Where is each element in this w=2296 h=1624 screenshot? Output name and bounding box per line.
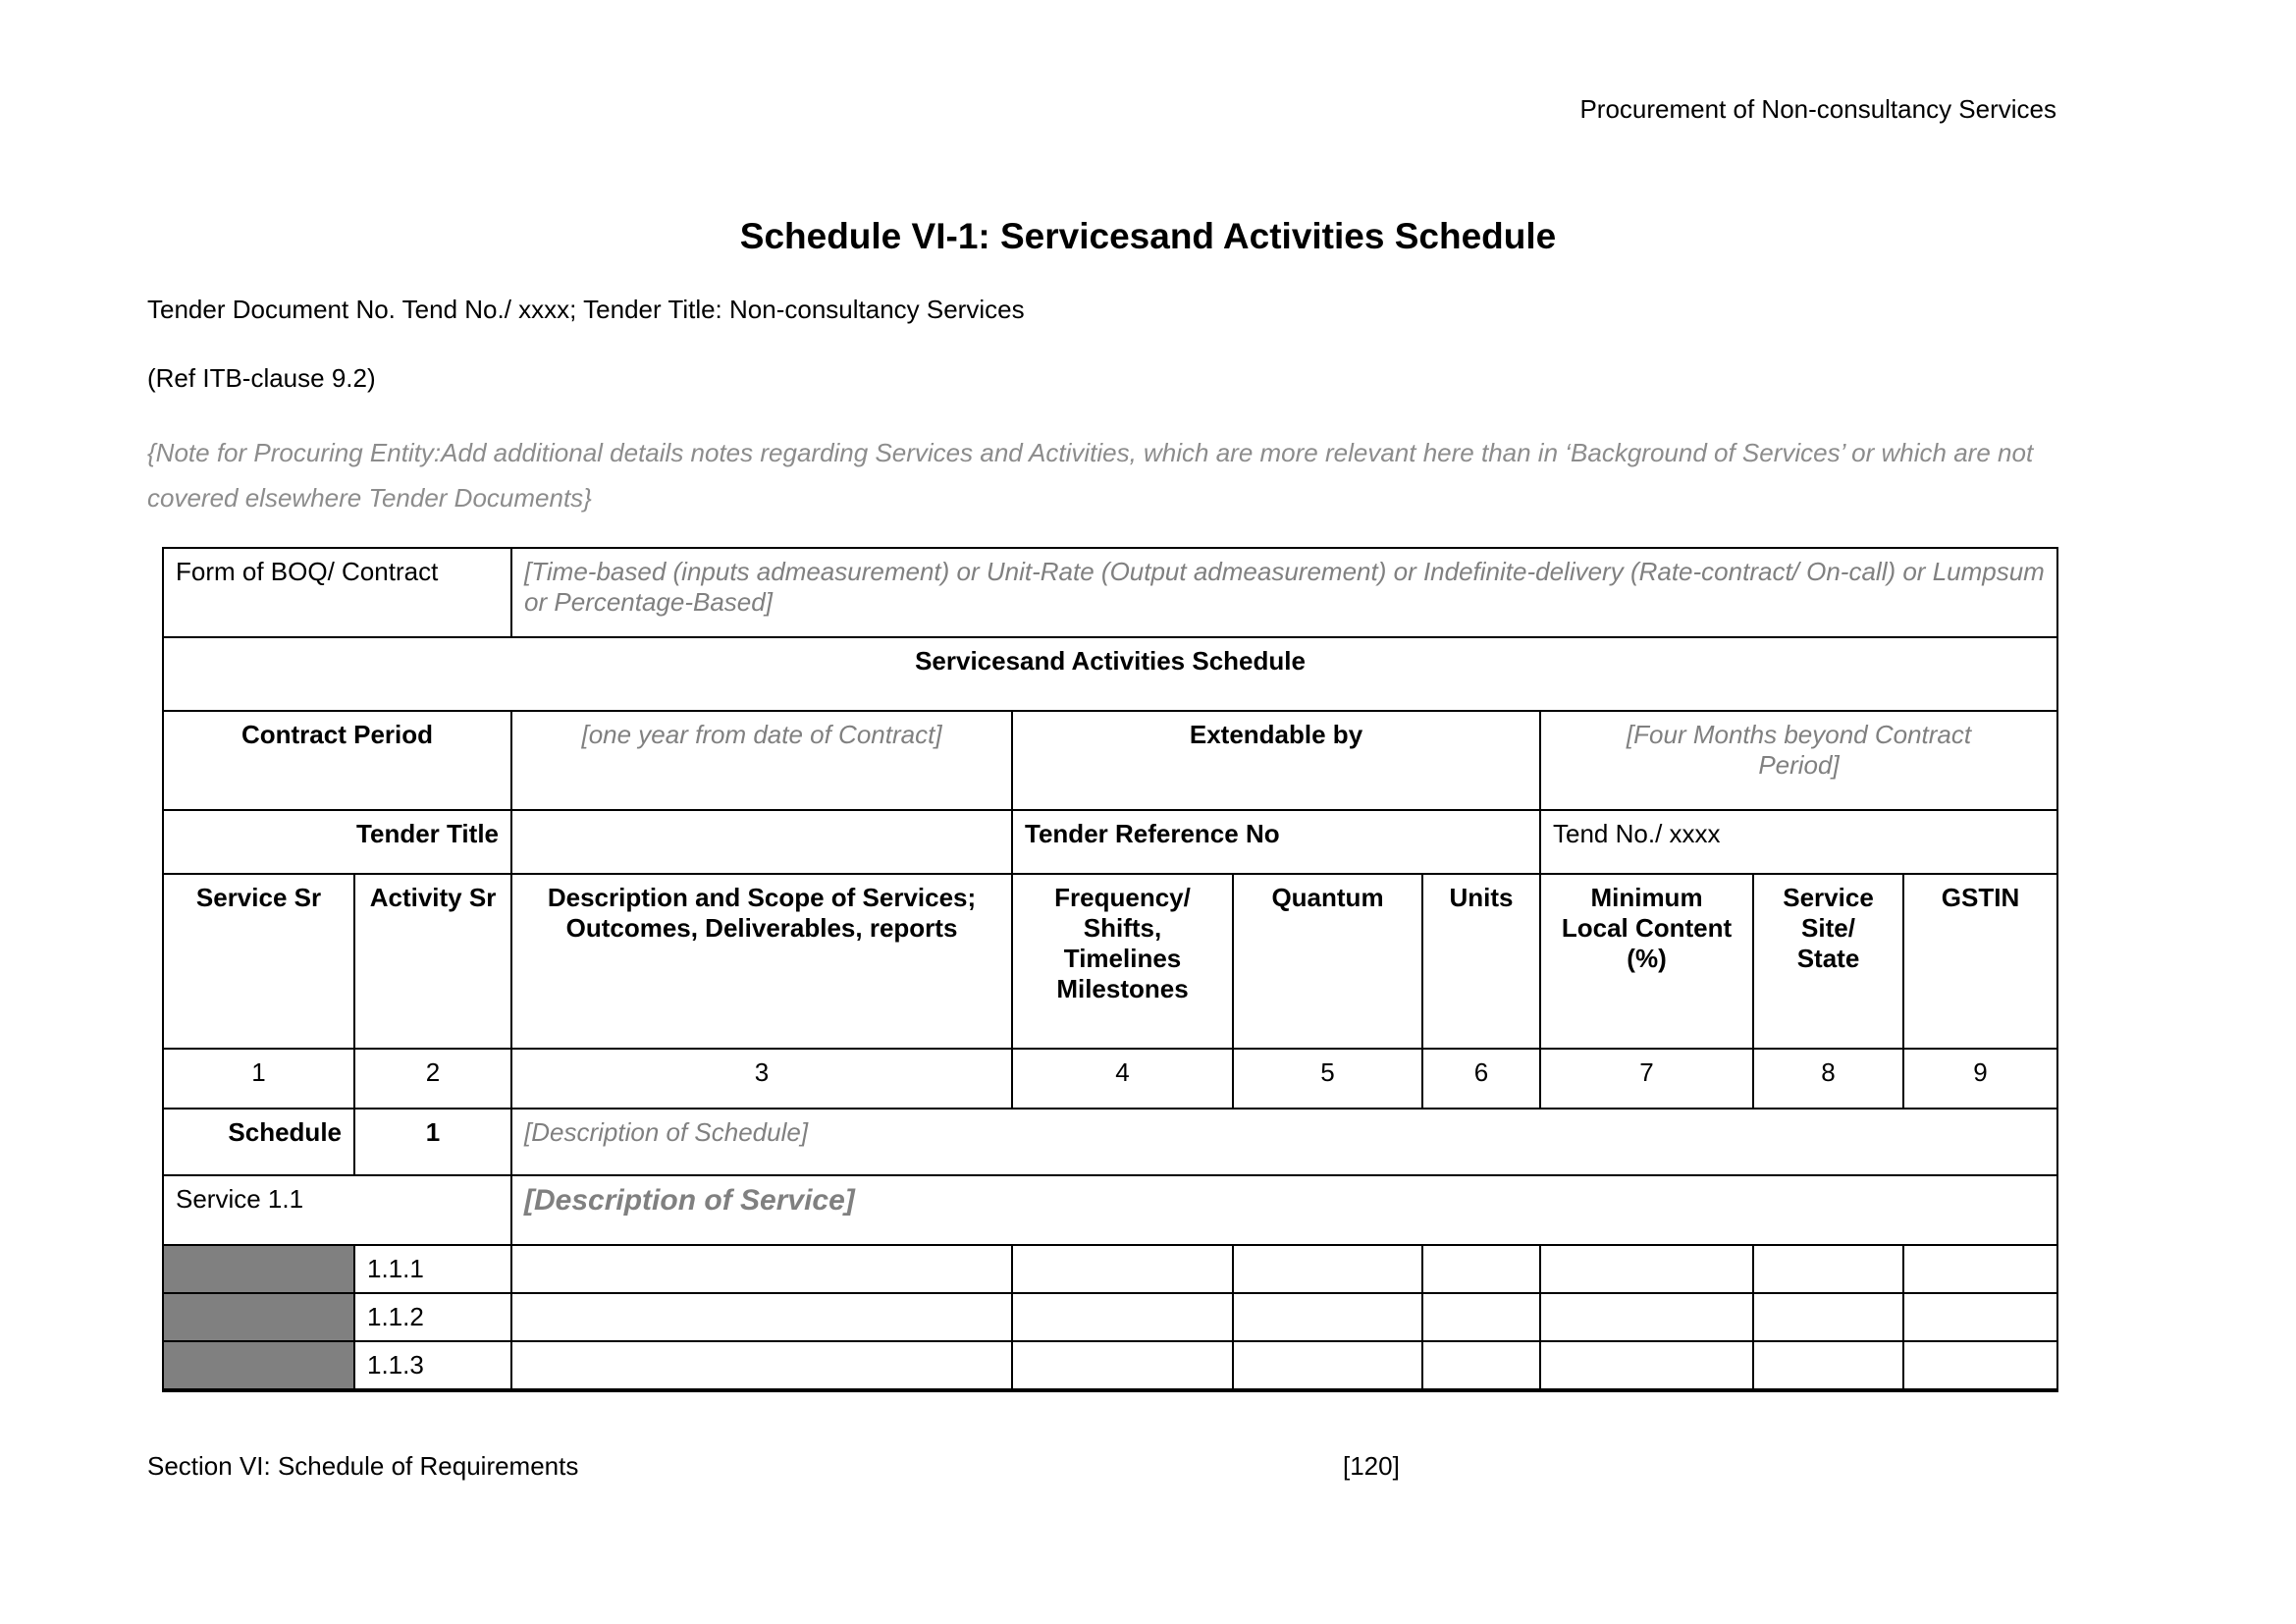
activity-empty-cell: [1753, 1245, 1903, 1293]
activity-row: [163, 1293, 2057, 1341]
tender-title-label: Tender Title: [163, 810, 511, 874]
col-header-min-local-content: Minimum Local Content (%): [1540, 874, 1753, 1049]
schedule-number: 1: [354, 1109, 511, 1175]
activity-empty-cell: [1540, 1341, 1753, 1390]
activity-empty-cell: [511, 1341, 1012, 1390]
activity-empty-cell: [1903, 1341, 2057, 1390]
activity-number: 1.1.3: [354, 1341, 511, 1390]
section-title-row: [163, 637, 2057, 711]
col-header-units: Units: [1422, 874, 1540, 1049]
activity-row: [163, 1341, 2057, 1390]
tender-reference-label: Tender Reference No: [1012, 810, 1540, 874]
activity-empty-cell: [1012, 1341, 1233, 1390]
col-header-quantum: Quantum: [1233, 874, 1422, 1049]
col-number-8: 8: [1753, 1049, 1903, 1109]
contract-period-label: Contract Period: [163, 711, 511, 810]
footer-section-label: Section VI: Schedule of Requirements: [147, 1451, 579, 1481]
extendable-by-label: Extendable by: [1012, 711, 1540, 810]
services-activities-table: [162, 547, 2058, 1392]
tender-reference-value: Tend No./ xxxx: [1540, 810, 2057, 874]
activity-empty-cell: [1233, 1341, 1422, 1390]
activity-empty-cell: [1233, 1293, 1422, 1341]
activity-empty-cell: [1903, 1293, 2057, 1341]
col-number-7: 7: [1540, 1049, 1753, 1109]
page-title: Schedule VI-1: Servicesand Activities Schedule: [739, 216, 1557, 256]
activity-empty-cell: [1753, 1341, 1903, 1390]
col-number-3: 3: [511, 1049, 1012, 1109]
activity-empty-cell: [1012, 1293, 1233, 1341]
extendable-by-value: [Four Months beyond Contract Period]: [1540, 711, 2057, 810]
tender-document-line: Tender Document No. Tend No./ xxxx; Tender Title: Non-consultancy Services: [147, 295, 1025, 324]
activity-number: 1.1.2: [354, 1293, 511, 1341]
tender-title-value: [511, 810, 1012, 874]
footer-page-number: [120]: [1343, 1451, 1400, 1481]
activity-number: 1.1.1: [354, 1245, 511, 1293]
schedule-row: [163, 1109, 2057, 1175]
col-header-service-sr: Service Sr: [163, 874, 354, 1049]
column-header-row: [163, 874, 2057, 1049]
service-label: Service 1.1: [163, 1175, 511, 1245]
col-header-gstin: GSTIN: [1903, 874, 2057, 1049]
activity-service-cell-filled: [163, 1245, 354, 1293]
col-header-service-site: Service Site/ State: [1753, 874, 1903, 1049]
col-header-frequency: Frequency/ Shifts, Timelines Milestones: [1012, 874, 1233, 1049]
schedule-description: [Description of Schedule]: [511, 1109, 2057, 1175]
col-number-2: 2: [354, 1049, 511, 1109]
procuring-entity-note: {Note for Procuring Entity:Add additional details notes regarding Services and Activities, which are more relevant here than in ‘Background of Services’ or which are not covered elsewhere Tender Documents}: [147, 438, 2034, 513]
activity-empty-cell: [511, 1245, 1012, 1293]
activity-empty-cell: [1753, 1293, 1903, 1341]
activity-empty-cell: [511, 1293, 1012, 1341]
page-header-right: Procurement of Non-consultancy Services: [1579, 94, 2056, 124]
col-header-description: Description and Scope of Services; Outcomes, Deliverables, reports: [511, 874, 1012, 1049]
activity-empty-cell: [1233, 1245, 1422, 1293]
contract-period-value: [one year from date of Contract]: [511, 711, 1012, 810]
tender-title-row: [163, 810, 2057, 874]
activity-empty-cell: [1540, 1293, 1753, 1341]
activity-service-cell-filled: [163, 1341, 354, 1390]
schedule-label: Schedule: [163, 1109, 354, 1175]
contract-period-row: [163, 711, 2057, 810]
service-row: [163, 1175, 2057, 1245]
activity-empty-cell: [1422, 1245, 1540, 1293]
col-number-1: 1: [163, 1049, 354, 1109]
activity-empty-cell: [1012, 1245, 1233, 1293]
col-number-6: 6: [1422, 1049, 1540, 1109]
column-number-row: [163, 1049, 2057, 1109]
activity-empty-cell: [1422, 1341, 1540, 1390]
service-description: [Description of Service]: [511, 1175, 2057, 1245]
activity-row: [163, 1245, 2057, 1293]
activity-empty-cell: [1540, 1245, 1753, 1293]
col-number-5: 5: [1233, 1049, 1422, 1109]
activity-empty-cell: [1903, 1245, 2057, 1293]
col-number-4: 4: [1012, 1049, 1233, 1109]
activity-empty-cell: [1422, 1293, 1540, 1341]
col-number-9: 9: [1903, 1049, 2057, 1109]
form-of-boq-label: Form of BOQ/ Contract: [163, 548, 511, 637]
col-header-activity-sr: Activity Sr: [354, 874, 511, 1049]
form-of-boq-row: [163, 548, 2057, 637]
activity-service-cell-filled: [163, 1293, 354, 1341]
section-title-cell: Servicesand Activities Schedule: [163, 637, 2057, 711]
form-of-boq-value: [Time-based (inputs admeasurement) or Unit-Rate (Output admeasurement) or Indefinite-delivery (Rate-contract/ On-call) or Lumpsum or Percentage-Based]: [511, 548, 2057, 637]
ref-itb-clause-line: (Ref ITB-clause 9.2): [147, 363, 376, 393]
